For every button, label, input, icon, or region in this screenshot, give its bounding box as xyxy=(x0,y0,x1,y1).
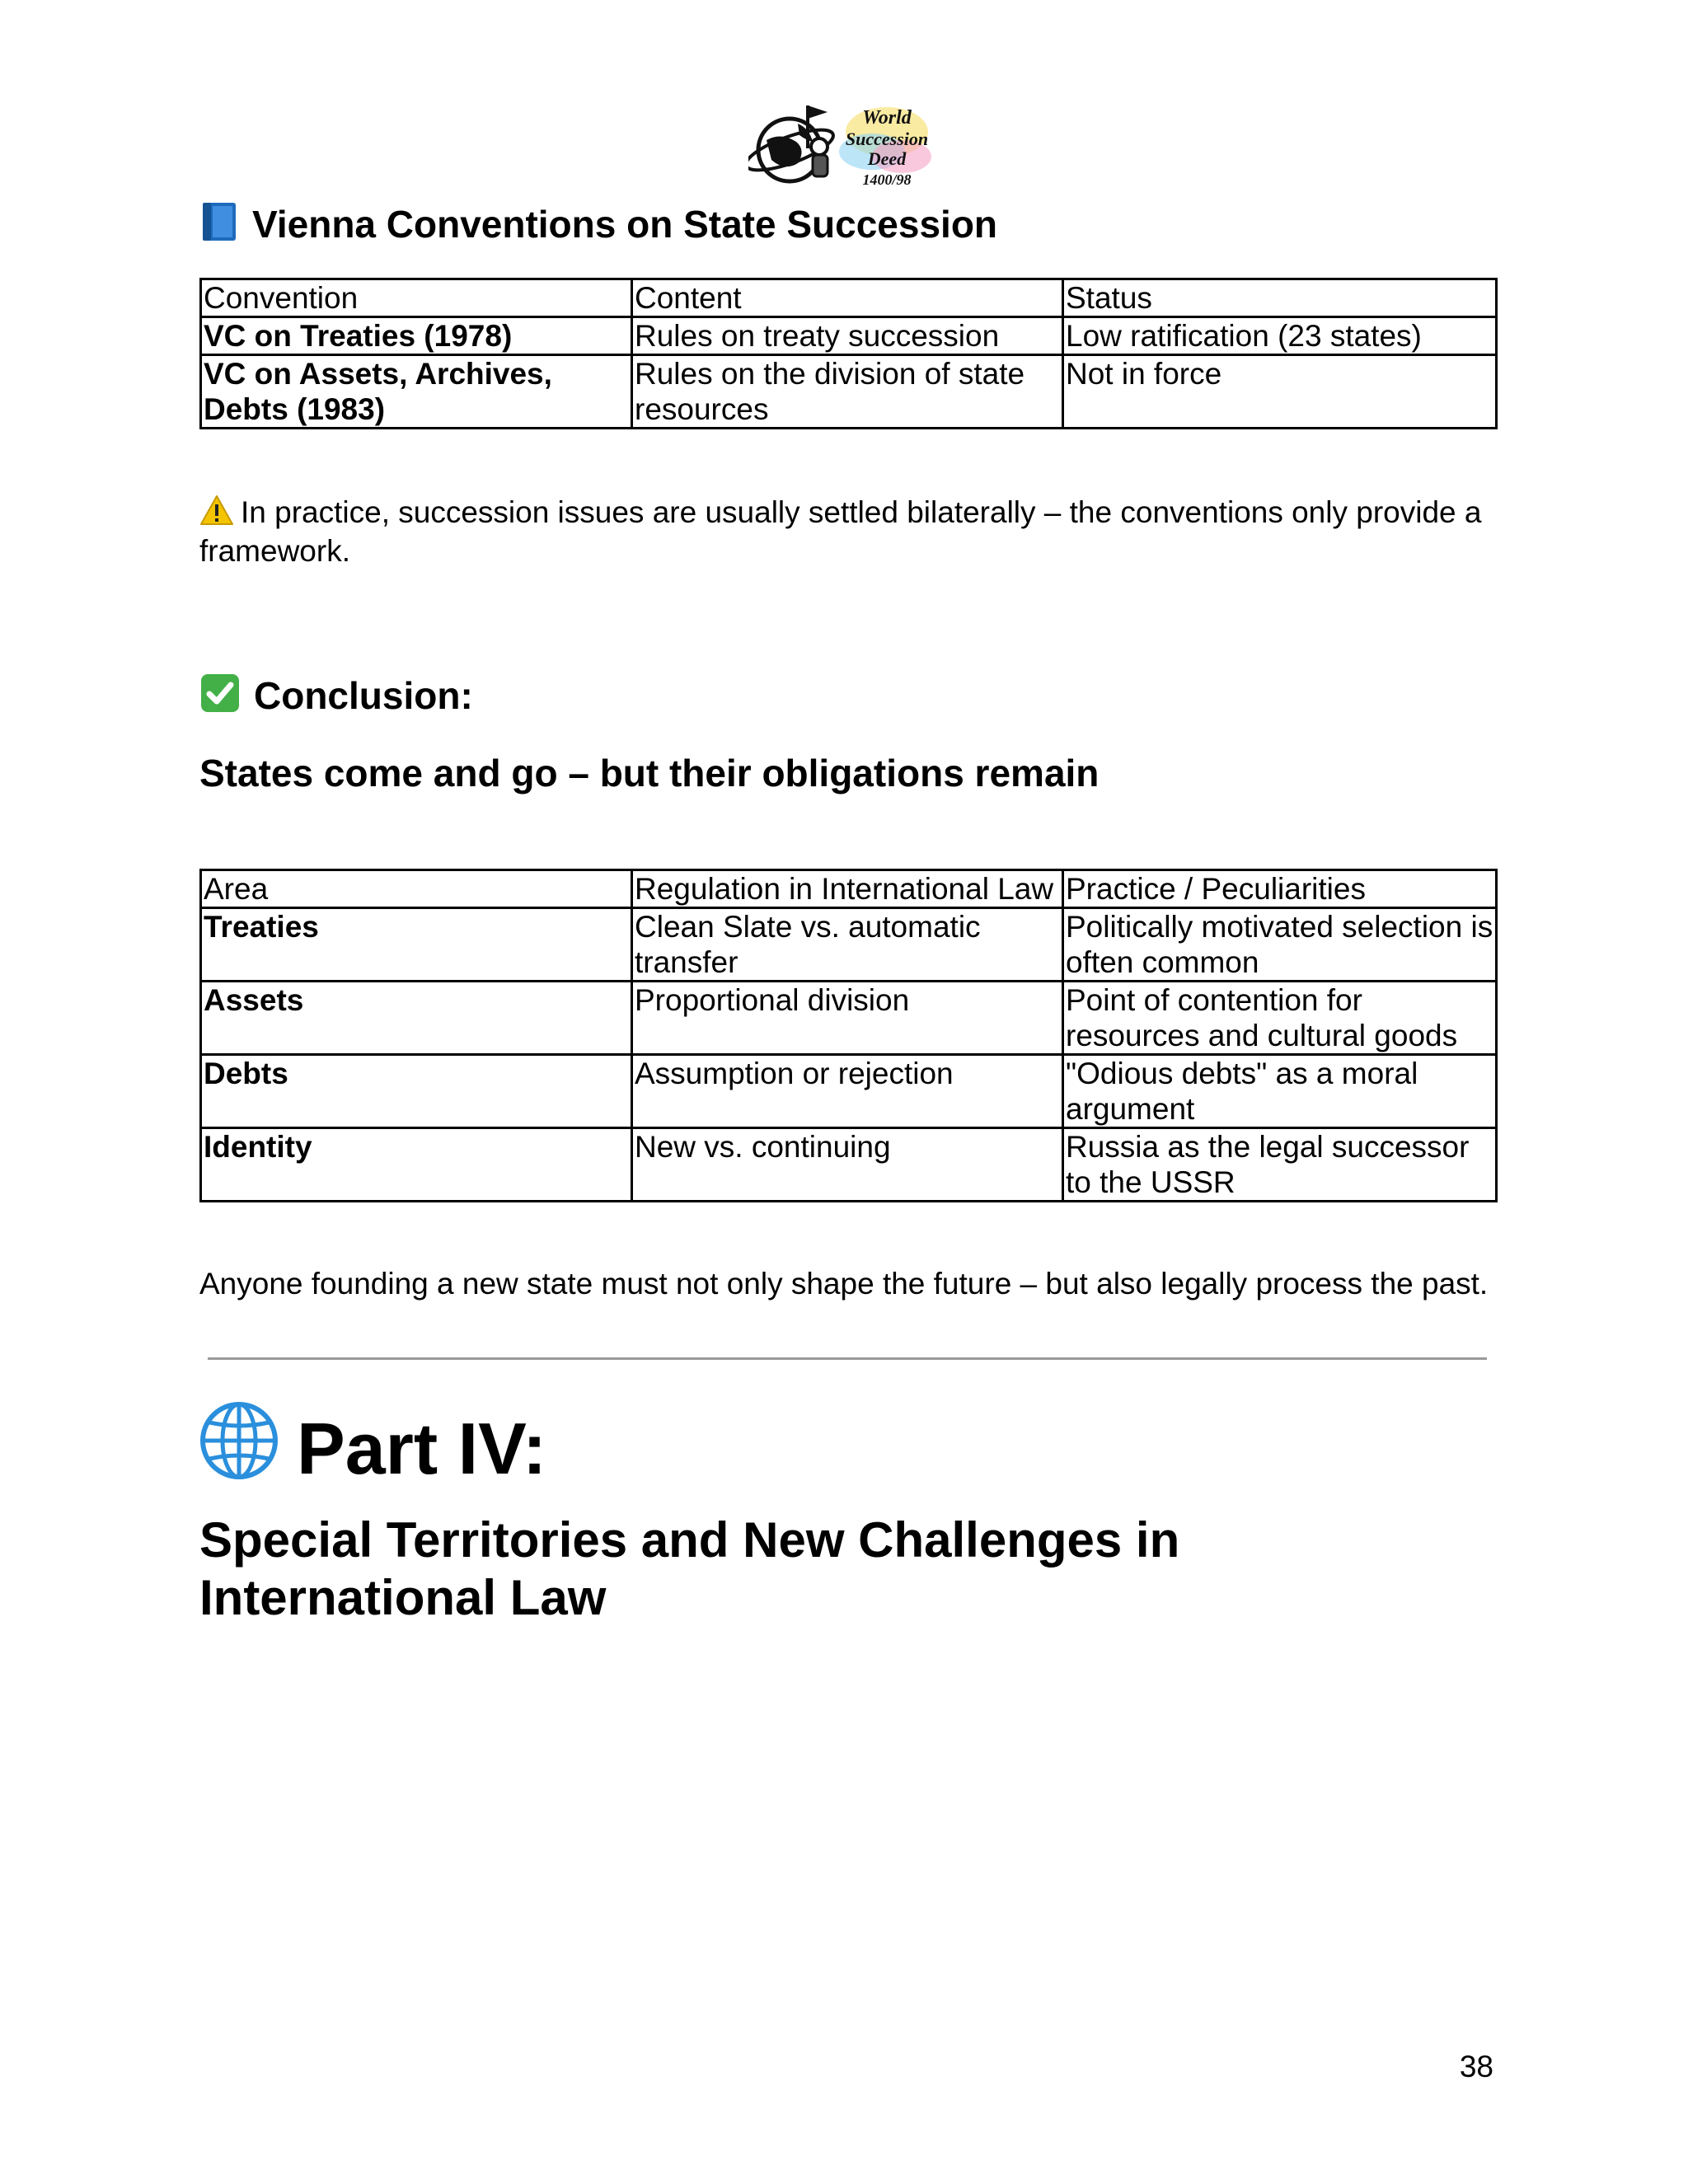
table-cell: Rules on treaty succession xyxy=(632,317,1063,355)
part-subtitle: Special Territories and New Challenges in International Law xyxy=(199,1512,1180,1625)
table-header-cell: Regulation in International Law xyxy=(632,870,1063,908)
blue-book-icon xyxy=(199,201,239,252)
warning-icon xyxy=(199,494,234,533)
table-cell: Rules on the division of state resources xyxy=(632,355,1063,429)
table-cell: Assets xyxy=(201,982,632,1055)
table-header-cell: Practice / Peculiarities xyxy=(1063,870,1497,908)
table-cell: Russia as the legal successor to the USSR xyxy=(1063,1128,1497,1202)
table-row xyxy=(201,1055,1497,1128)
table-cell: "Odious debts" as a moral argument xyxy=(1063,1055,1497,1128)
logo-text-line-2: Succession xyxy=(845,129,929,149)
table-cell: VC on Assets, Archives, Debts (1983) xyxy=(201,355,632,429)
table-row xyxy=(201,1128,1497,1202)
part-title xyxy=(199,1401,546,1498)
conventions-table xyxy=(199,278,1498,429)
table-header-cell: Area xyxy=(201,870,632,908)
table-row xyxy=(201,908,1497,982)
table-cell: Proportional division xyxy=(632,982,1063,1055)
globe-astronaut-logo xyxy=(748,105,837,181)
warning-note-text: In practice, succession issues are usually settled bilaterally – the conventions only provide a framework. xyxy=(199,495,1482,568)
logo-text-line-4: 1400/98 xyxy=(862,171,912,188)
table-cell: Politically motivated selection is often common xyxy=(1063,908,1497,982)
table-cell: Not in force xyxy=(1063,355,1497,429)
table-row xyxy=(201,355,1497,429)
section-heading-text: Vienna Conventions on State Succession xyxy=(252,203,998,246)
table-header-row xyxy=(201,870,1497,908)
section-heading-vienna-conventions xyxy=(199,201,997,252)
table-row xyxy=(201,317,1497,355)
summary-table xyxy=(199,869,1498,1202)
table-header-row xyxy=(201,279,1497,317)
table-cell: Debts xyxy=(201,1055,632,1128)
section-heading-conclusion xyxy=(199,673,473,724)
document-logo xyxy=(748,99,936,191)
table-cell: Assumption or rejection xyxy=(632,1055,1063,1128)
table-cell: New vs. continuing xyxy=(632,1128,1063,1202)
conclusion-subheading: States come and go – but their obligations remain xyxy=(199,752,1100,794)
page-number: 38 xyxy=(1459,2050,1493,2083)
table-cell: Low ratification (23 states) xyxy=(1063,317,1497,355)
table-cell: Clean Slate vs. automatic transfer xyxy=(632,908,1063,982)
table-header-cell: Convention xyxy=(201,279,632,317)
part-title-text: Part IV: xyxy=(297,1408,547,1489)
table-header-cell: Status xyxy=(1063,279,1497,317)
check-mark-icon xyxy=(199,673,241,724)
section-divider xyxy=(208,1357,1487,1360)
globe-icon xyxy=(199,1401,279,1498)
table-cell: VC on Treaties (1978) xyxy=(201,317,632,355)
table-cell: Treaties xyxy=(201,908,632,982)
logo-text-line-1: World xyxy=(862,107,912,129)
closing-sentence: Anyone founding a new state must not only shape the future – but also legally process the past. xyxy=(199,1267,1489,1301)
logo-text-line-3: Deed xyxy=(867,148,907,169)
table-cell: Point of contention for resources and cultural goods xyxy=(1063,982,1497,1055)
table-header-cell: Content xyxy=(632,279,1063,317)
table-row xyxy=(201,982,1497,1055)
table-cell: Identity xyxy=(201,1128,632,1202)
warning-note xyxy=(199,494,1502,569)
conclusion-heading-text: Conclusion: xyxy=(254,674,473,717)
